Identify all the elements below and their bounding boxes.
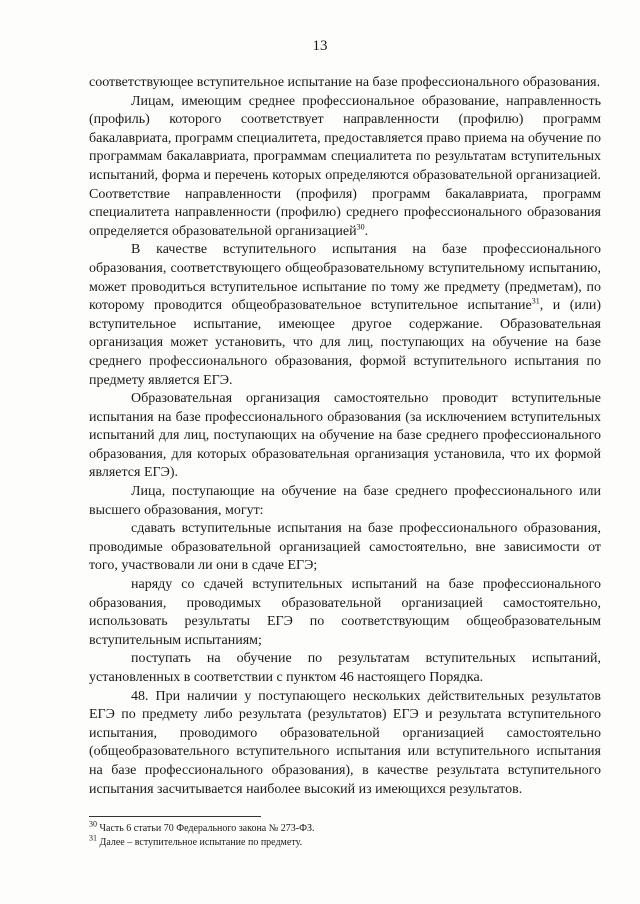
paragraph [89, 241, 601, 390]
footnotes [89, 819, 601, 850]
paragraph-text: Образовательная организация самостоятельно проводит вступительные испытания на базе профессионального образования (за исключением вступительных испытаний для лиц, поступающих на обучение на базе среднего профессионального образования, для которых образовательная организация установила, что их формой является ЕГЭ). [89, 391, 601, 481]
paragraph-text: В качестве вступительного испытания на базе профессионального образования, соответствующего общеобразовательному вступительному испытанию, может проводиться вступительное испытание по тому же предмету (предметам), по которому проводится общеобразовательное вступительное испытание [89, 242, 601, 314]
paragraph [89, 93, 601, 242]
paragraph-text: 48. При наличии у поступающего нескольких действительных результатов ЕГЭ по предмету либо результата (результатов) ЕГЭ и результата вступительного испытания, проводимого образовательной организацией самостоятельно (общеобразовательного вступительного испытания или вступительного испытания на базе профессионального образования), в качестве результата вступительного испытания засчитывается наиболее высокий из имеющихся результатов. [89, 688, 601, 797]
paragraph-text: соответствующее вступительное испытание на базе профессионального образования. [89, 75, 601, 90]
paragraph-text: Лица, поступающие на обучение на базе среднего профессионального или высшего образования, могут: [89, 484, 601, 518]
paragraph-text: сдавать вступительные испытания на базе профессионального образования, проводимые образовательной организацией самостоятельно, вне зависимости от того, участвовали ли они в сдаче ЕГЭ; [89, 521, 601, 574]
footnote [89, 833, 601, 850]
paragraph [89, 74, 601, 93]
paragraph [89, 483, 601, 520]
footnote-mark: 30 [89, 819, 97, 829]
footnote-divider [89, 816, 261, 817]
paragraph-text: Лицам, имеющим среднее профессиональное образование, направленность (профиль) которого соответствует направленности (профилю) программ бакалавриата, программ специалитета, предоставляется право приема на обучение по программам бакалавриата, программам специалитета по результатам вступительных испытаний, форма и перечень которых определяются образовательной организацией. Соответствие направленности (профиля) программ бакалавриата, программ специалитета направленности (профилю) среднего профессионального образования определяется образовательной организацией [89, 93, 601, 239]
paragraph [89, 650, 601, 687]
paragraph-text: , и (или) вступительное испытание, имеющее другое содержание. Образовательная организация может установить, что для лиц, поступающих на обучение на базе среднего профессионального образования, формой вступительного испытания по предмету является ЕГЭ. [89, 298, 601, 388]
footnote-text: Часть 6 статьи 70 Федерального закона № 273-ФЗ. [97, 823, 315, 834]
paragraph-text: поступать на обучение по результатам вступительных испытаний, установленных в соответствии с пунктом 46 настоящего Порядка. [89, 651, 601, 685]
footnote-text: Далее – вступительное испытание по предмету. [97, 837, 303, 848]
paragraph [89, 576, 601, 650]
paragraph [89, 688, 601, 800]
footnote-ref: 30 [356, 222, 365, 232]
body-text [89, 74, 601, 799]
paragraph-text: . [364, 223, 369, 239]
footnote [89, 819, 601, 836]
paragraph [89, 390, 601, 483]
footnote-ref: 31 [531, 296, 540, 306]
paragraph [89, 520, 601, 576]
footnote-mark: 31 [89, 833, 97, 843]
page-number: 13 [312, 38, 328, 54]
paragraph-text: наряду со сдачей вступительных испытаний на базе профессионального образования, проводимых образовательной организацией самостоятельно, использовать результаты ЕГЭ по соответствующим общеобразовательным вступительным испытаниям; [89, 577, 601, 648]
